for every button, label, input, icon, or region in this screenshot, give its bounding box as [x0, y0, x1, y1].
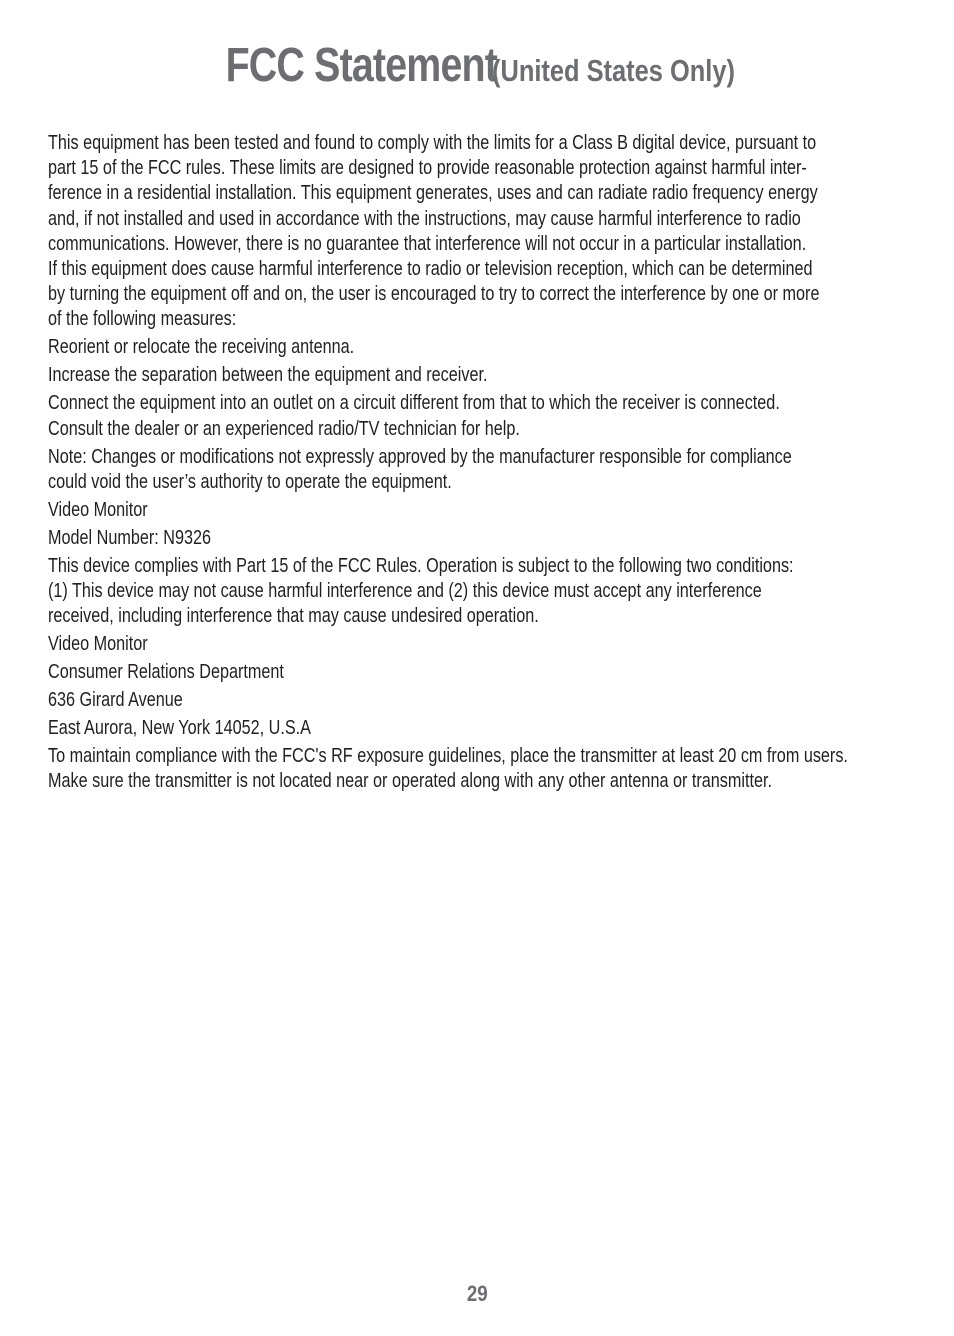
text-line: communications. However, there is no guarantee that interference will not occur in a particular installation.	[48, 232, 807, 255]
intro-paragraph	[48, 131, 907, 333]
title-main: FCC Statement	[225, 39, 498, 92]
text-line: If this equipment does cause harmful interference to radio or television reception, which can be determined	[48, 258, 813, 281]
department: Consumer Relations Department	[48, 661, 284, 684]
text-line: (1) This device may not cause harmful interference and (2) this device must accept any interference	[48, 580, 762, 603]
product-name-2: Video Monitor	[48, 633, 148, 656]
text-line: ference in a residential installation. This equipment generates, uses and can radiate radio frequency energy	[48, 182, 818, 205]
measure-reorient: Reorient or relocate the receiving antenna.	[48, 336, 355, 359]
compliance-paragraph	[48, 554, 907, 630]
model-number: Model Number: N9326	[48, 526, 211, 549]
address-street: 636 Girard Avenue	[48, 689, 183, 712]
rf-exposure-paragraph	[48, 744, 907, 794]
text-line: and, if not installed and used in accordance with the instructions, may cause harmful interference to radio	[48, 207, 801, 230]
text-line: could void the user’s authority to operate the equipment.	[48, 470, 452, 493]
title-subtitle: (United States Only)	[491, 53, 735, 88]
text-line: This equipment has been tested and found to comply with the limits for a Class B digital device, pursuant to	[48, 132, 817, 154]
product-name: Video Monitor	[48, 498, 148, 521]
text-line: To maintain compliance with the FCC's RF exposure guidelines, place the transmitter at least 20 cm from users.	[48, 745, 848, 768]
text-line: Make sure the transmitter is not located near or operated along with any other antenna or transmitter.	[48, 770, 773, 793]
text-line: received, including interference that may cause undesired operation.	[48, 605, 539, 628]
note-paragraph	[48, 445, 907, 495]
text-line: Note: Changes or modifications not expressly approved by the manufacturer responsible for compliance	[48, 445, 792, 468]
page-number-text: 29	[466, 1281, 488, 1306]
text-line: Connect the equipment into an outlet on a circuit different from that to which the receiver is connected.	[48, 392, 780, 415]
page-title	[0, 38, 954, 93]
measure-outlet	[48, 391, 907, 441]
text-line: of the following measures:	[48, 308, 237, 331]
statement-body	[48, 131, 907, 797]
text-line: by turning the equipment off and on, the user is encouraged to try to correct the interference by one or more	[48, 283, 820, 306]
text-line: part 15 of the FCC rules. These limits are designed to provide reasonable protection against harmful inter-	[48, 157, 807, 180]
text-line: Consult the dealer or an experienced radio/TV technician for help.	[48, 417, 520, 440]
text-line: This device complies with Part 15 of the FCC Rules. Operation is subject to the following two conditions:	[48, 554, 794, 577]
address-city: East Aurora, New York 14052, U.S.A	[48, 717, 311, 740]
measure-separation: Increase the separation between the equipment and receiver.	[48, 364, 488, 387]
page-number	[0, 1281, 954, 1307]
